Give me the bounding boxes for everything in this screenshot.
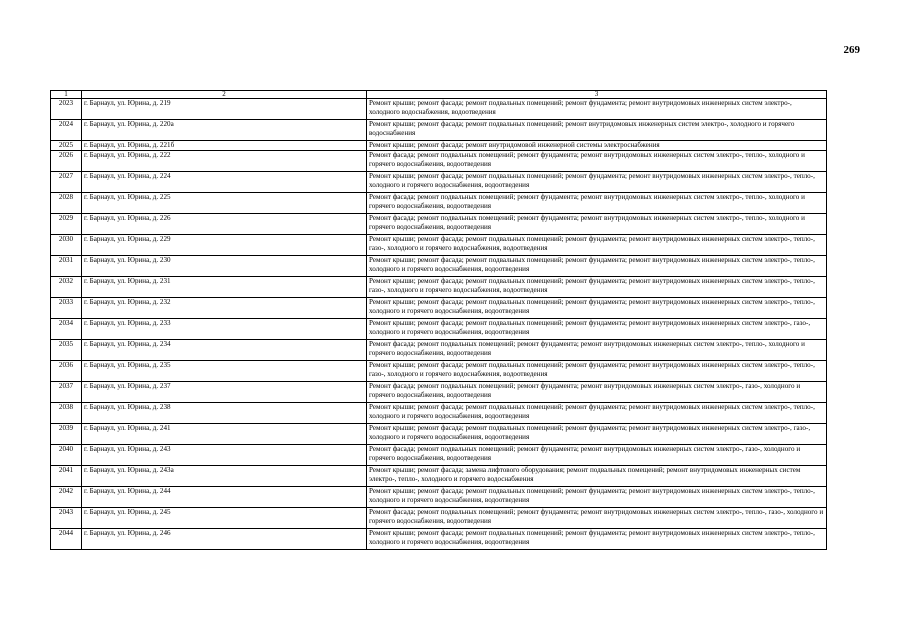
cell-number: 2043 <box>51 508 82 529</box>
table-row <box>51 214 827 235</box>
table-row <box>51 120 827 141</box>
cell-number: 2036 <box>51 361 82 382</box>
table-row <box>51 403 827 424</box>
cell-number: 2024 <box>51 120 82 141</box>
table-row <box>51 99 827 120</box>
table-row <box>51 529 827 550</box>
table-row <box>51 508 827 529</box>
cell-works: Ремонт крыши; ремонт фасада; ремонт подвальных помещений; ремонт фундамента; ремонт внутридомовых инженерных систем электро-, холодного водоснабжения, водоотведения <box>367 99 827 120</box>
cell-works: Ремонт фасада; ремонт подвальных помещений; ремонт фундамента; ремонт внутридомовых инженерных систем электро-, тепло-, газо-, холодного и горячего водоснабжения, водоотведения <box>367 508 827 529</box>
cell-address: г. Барнаул, ул. Юрина, д. 234 <box>82 340 367 361</box>
cell-number: 2039 <box>51 424 82 445</box>
cell-address: г. Барнаул, ул. Юрина, д. 231 <box>82 277 367 298</box>
cell-address: г. Барнаул, ул. Юрина, д. 245 <box>82 508 367 529</box>
cell-works: Ремонт фасада; ремонт подвальных помещений; ремонт фундамента; ремонт внутридомовых инженерных систем электро-, тепло-, холодного и горячего водоснабжения, водоотведения <box>367 151 827 172</box>
works-table <box>50 90 827 550</box>
table-row <box>51 382 827 403</box>
cell-address: г. Барнаул, ул. Юрина, д. 246 <box>82 529 367 550</box>
cell-address: г. Барнаул, ул. Юрина, д. 220а <box>82 120 367 141</box>
column-header-works: 3 <box>367 91 827 99</box>
table-row <box>51 193 827 214</box>
cell-works: Ремонт фасада; ремонт подвальных помещений; ремонт фундамента; ремонт внутридомовых инженерных систем электро-, тепло-, холодного и горячего водоснабжения, водоотведения <box>367 340 827 361</box>
cell-address: г. Барнаул, ул. Юрина, д. 224 <box>82 172 367 193</box>
cell-number: 2026 <box>51 151 82 172</box>
cell-address: г. Барнаул, ул. Юрина, д. 237 <box>82 382 367 403</box>
cell-address: г. Барнаул, ул. Юрина, д. 241 <box>82 424 367 445</box>
table-row <box>51 361 827 382</box>
cell-number: 2038 <box>51 403 82 424</box>
cell-number: 2041 <box>51 466 82 487</box>
cell-works: Ремонт фасада; ремонт подвальных помещений; ремонт фундамента; ремонт внутридомовых инженерных систем электро-, газо-, холодного и горячего водоснабжения, водоотведения <box>367 382 827 403</box>
cell-number: 2032 <box>51 277 82 298</box>
cell-works: Ремонт фасада; ремонт подвальных помещений; ремонт фундамента; ремонт внутридомовых инженерных систем электро-, тепло-, холодного и горячего водоснабжения, водоотведения <box>367 193 827 214</box>
cell-address: г. Барнаул, ул. Юрина, д. 238 <box>82 403 367 424</box>
cell-number: 2037 <box>51 382 82 403</box>
cell-number: 2035 <box>51 340 82 361</box>
table-row <box>51 172 827 193</box>
cell-address: г. Барнаул, ул. Юрина, д. 243а <box>82 466 367 487</box>
cell-number: 2027 <box>51 172 82 193</box>
cell-works: Ремонт крыши; ремонт фасада; ремонт подвальных помещений; ремонт фундамента; ремонт внутридомовых инженерных систем электро-, тепло-, газо-, холодного и горячего водоснабжения, водоотведения <box>367 235 827 256</box>
cell-works: Ремонт крыши; ремонт фасада; ремонт подвальных помещений; ремонт фундамента; ремонт внутридомовых инженерных систем электро-, тепло-, холодного и горячего водоснабжения, водоотведения <box>367 529 827 550</box>
cell-number: 2031 <box>51 256 82 277</box>
page-number: 269 <box>843 44 860 56</box>
cell-address: г. Барнаул, ул. Юрина, д. 233 <box>82 319 367 340</box>
cell-number: 2025 <box>51 141 82 151</box>
cell-address: г. Барнаул, ул. Юрина, д. 229 <box>82 235 367 256</box>
cell-number: 2040 <box>51 445 82 466</box>
table-row <box>51 151 827 172</box>
table-row <box>51 277 827 298</box>
cell-works: Ремонт крыши; ремонт фасада; ремонт подвальных помещений; ремонт внутридомовых инженерных систем электро-, холодного и горячего водоснабжения <box>367 120 827 141</box>
cell-address: г. Барнаул, ул. Юрина, д. 219 <box>82 99 367 120</box>
cell-number: 2033 <box>51 298 82 319</box>
cell-address: г. Барнаул, ул. Юрина, д. 235 <box>82 361 367 382</box>
table-row <box>51 424 827 445</box>
column-header-address: 2 <box>82 91 367 99</box>
table-row <box>51 298 827 319</box>
cell-works: Ремонт крыши; ремонт фасада; ремонт подвальных помещений; ремонт фундамента; ремонт внутридомовых инженерных систем электро-, тепло-, холодного и горячего водоснабжения, водоотведения <box>367 256 827 277</box>
table-row <box>51 466 827 487</box>
table-row <box>51 487 827 508</box>
cell-works: Ремонт крыши; ремонт фасада; ремонт подвальных помещений; ремонт фундамента; ремонт внутридомовых инженерных систем электро-, тепло-, газо-, холодного и горячего водоснабжения, водоотведения <box>367 277 827 298</box>
table-row <box>51 319 827 340</box>
cell-works: Ремонт крыши; ремонт фасада; ремонт подвальных помещений; ремонт фундамента; ремонт внутридомовых инженерных систем электро-, газо-, холодного и горячего водоснабжения, водоотведения <box>367 424 827 445</box>
table-row <box>51 256 827 277</box>
cell-works: Ремонт фасада; ремонт подвальных помещений; ремонт фундамента; ремонт внутридомовых инженерных систем электро-, газо-, холодного и горячего водоснабжения, водоотведения <box>367 445 827 466</box>
column-header-number: 1 <box>51 91 82 99</box>
cell-address: г. Барнаул, ул. Юрина, д. 222 <box>82 151 367 172</box>
cell-address: г. Барнаул, ул. Юрина, д. 232 <box>82 298 367 319</box>
cell-number: 2044 <box>51 529 82 550</box>
table-row <box>51 235 827 256</box>
cell-number: 2028 <box>51 193 82 214</box>
cell-address: г. Барнаул, ул. Юрина, д. 226 <box>82 214 367 235</box>
cell-works: Ремонт крыши; ремонт фасада; ремонт подвальных помещений; ремонт фундамента; ремонт внутридомовых инженерных систем электро-, тепло-, холодного и горячего водоснабжения, водоотведения <box>367 403 827 424</box>
cell-works: Ремонт крыши; ремонт фасада; ремонт подвальных помещений; ремонт фундамента; ремонт внутридомовых инженерных систем электро-, газо-, холодного и горячего водоснабжения, водоотведения <box>367 319 827 340</box>
cell-address: г. Барнаул, ул. Юрина, д. 230 <box>82 256 367 277</box>
cell-address: г. Барнаул, ул. Юрина, д. 244 <box>82 487 367 508</box>
cell-works: Ремонт крыши; ремонт фасада; ремонт подвальных помещений; ремонт фундамента; ремонт внутридомовых инженерных систем электро-, тепло-, холодного и горячего водоснабжения, водоотведения <box>367 172 827 193</box>
cell-number: 2034 <box>51 319 82 340</box>
cell-works: Ремонт фасада; ремонт подвальных помещений; ремонт фундамента; ремонт внутридомовых инженерных систем электро-, тепло-, холодного и горячего водоснабжения, водоотведения <box>367 214 827 235</box>
cell-works: Ремонт крыши; ремонт фасада; ремонт подвальных помещений; ремонт фундамента; ремонт внутридомовых инженерных систем электро-, тепло-, холодного и горячего водоснабжения, водоотведения <box>367 298 827 319</box>
table-row <box>51 340 827 361</box>
cell-address: г. Барнаул, ул. Юрина, д. 225 <box>82 193 367 214</box>
cell-works: Ремонт крыши; ремонт фасада; ремонт внутридомовой инженерной системы электроснабжения <box>367 141 827 151</box>
cell-number: 2042 <box>51 487 82 508</box>
cell-number: 2023 <box>51 99 82 120</box>
cell-works: Ремонт крыши; ремонт фасада; замена лифтового оборудования; ремонт подвальных помещений; ремонт внутридомовых инженерных систем электро-, тепло-, холодного и горячего водоснабжения <box>367 466 827 487</box>
cell-works: Ремонт крыши; ремонт фасада; ремонт подвальных помещений; ремонт фундамента; ремонт внутридомовых инженерных систем электро-, тепло-, газо-, холодного и горячего водоснабжения, водоотведения <box>367 361 827 382</box>
cell-address: г. Барнаул, ул. Юрина, д. 243 <box>82 445 367 466</box>
table-row <box>51 141 827 151</box>
cell-address: г. Барнаул, ул. Юрина, д. 221б <box>82 141 367 151</box>
table-row <box>51 445 827 466</box>
cell-number: 2030 <box>51 235 82 256</box>
cell-number: 2029 <box>51 214 82 235</box>
table-header-row <box>51 91 827 99</box>
cell-works: Ремонт крыши; ремонт фасада; ремонт подвальных помещений; ремонт фундамента; ремонт внутридомовых инженерных систем электро-, тепло-, холодного и горячего водоснабжения, водоотведения <box>367 487 827 508</box>
